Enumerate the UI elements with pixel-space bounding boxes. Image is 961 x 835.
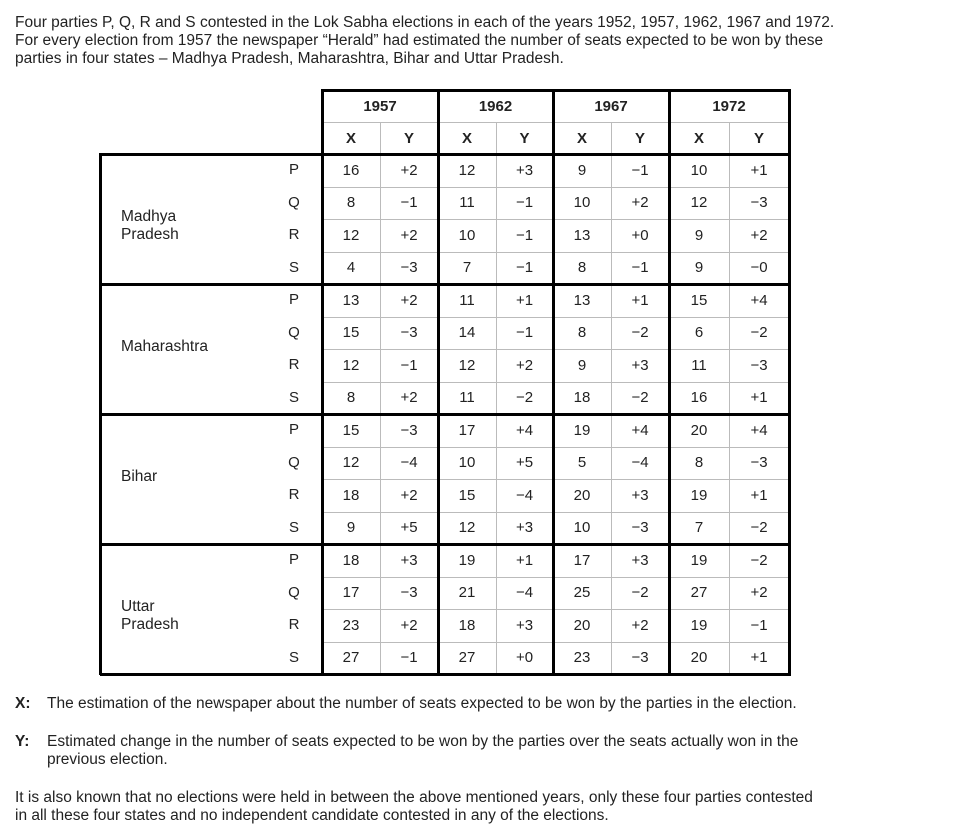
intro-line: Four parties P, Q, R and S contested in the Lok Sabha elections in each of the years 1952, 1957, 1962, 1967 and 1972.: [15, 14, 835, 31]
y-value-cell: +2: [750, 226, 768, 244]
table-border: [100, 153, 791, 156]
x-value-cell: 11: [459, 389, 475, 407]
x-value-cell: 15: [458, 486, 476, 504]
grid-line: [322, 512, 789, 513]
grid-line: [322, 187, 789, 188]
table-border: [321, 89, 324, 675]
x-value-cell: 11: [691, 356, 707, 374]
y-value-cell: +2: [400, 616, 418, 634]
party-label: S: [288, 388, 299, 406]
x-value-cell: 13: [573, 291, 591, 309]
y-value-cell: −3: [400, 259, 418, 277]
x-value-cell: 6: [694, 324, 704, 342]
party-label: Q: [288, 453, 300, 471]
x-value-cell: 10: [573, 194, 591, 212]
y-value-cell: −1: [515, 259, 534, 277]
y-value-cell: +2: [750, 584, 768, 602]
x-value-cell: 27: [690, 584, 708, 602]
x-value-cell: 13: [342, 291, 360, 309]
y-column-header: Y: [403, 129, 414, 147]
note-x-key: X:: [15, 695, 31, 712]
grid-line: [322, 349, 789, 350]
party-label: Q: [288, 193, 300, 211]
y-value-cell: −1: [400, 649, 418, 667]
y-value-cell: +3: [400, 551, 418, 569]
grid-line: [322, 609, 789, 610]
x-value-cell: 12: [342, 356, 360, 374]
x-column-header: X: [693, 129, 704, 147]
y-value-cell: −3: [631, 519, 649, 537]
y-value-cell: −2: [631, 584, 649, 602]
grid-line: [322, 479, 789, 480]
y-value-cell: +4: [515, 421, 534, 439]
x-value-cell: 15: [342, 421, 360, 439]
y-value-cell: −1: [400, 356, 418, 374]
x-value-cell: 16: [690, 389, 708, 407]
party-label: Q: [288, 583, 300, 601]
party-label: P: [288, 421, 299, 438]
intro-line: parties in four states – Madhya Pradesh, Maharashtra, Bihar and Uttar Pradesh.: [15, 50, 564, 67]
x-value-cell: 15: [342, 324, 360, 342]
x-column-header: X: [345, 129, 356, 147]
y-value-cell: −1: [515, 324, 534, 342]
y-value-cell: −3: [400, 421, 418, 439]
y-value-cell: −2: [750, 551, 768, 569]
y-value-cell: −1: [515, 226, 534, 244]
table-border: [100, 543, 791, 546]
x-value-cell: 18: [342, 551, 360, 569]
y-value-cell: −2: [750, 519, 768, 537]
y-value-cell: +1: [750, 486, 768, 504]
y-value-cell: +3: [631, 356, 649, 374]
y-column-header: Y: [753, 129, 764, 147]
note-y-key: Y:: [15, 733, 30, 750]
y-value-cell: +5: [400, 519, 418, 537]
grid-line: [380, 122, 381, 674]
y-value-cell: −3: [400, 324, 418, 342]
y-value-cell: −1: [750, 616, 768, 634]
x-value-cell: 20: [573, 486, 591, 504]
x-value-cell: 10: [458, 454, 476, 472]
note-y-text: [47, 733, 877, 769]
grid-line: [322, 642, 789, 643]
y-value-cell: +3: [631, 486, 649, 504]
x-value-cell: 27: [458, 649, 476, 667]
table-border: [552, 89, 555, 675]
grid-line: [496, 122, 497, 674]
y-value-cell: +3: [515, 616, 534, 634]
x-value-cell: 8: [577, 259, 587, 277]
table-border: [668, 89, 671, 675]
x-value-cell: 19: [458, 551, 476, 569]
grid-line: [322, 219, 789, 220]
x-value-cell: 17: [573, 551, 591, 569]
grid-line: [729, 122, 730, 674]
year-header: 1957: [363, 97, 397, 115]
x-value-cell: 16: [342, 161, 360, 179]
x-value-cell: 11: [459, 291, 475, 309]
x-value-cell: 12: [342, 226, 360, 244]
x-value-cell: 12: [342, 454, 360, 472]
x-value-cell: 7: [462, 259, 472, 277]
x-value-cell: 8: [346, 194, 356, 212]
y-value-cell: −3: [750, 356, 768, 374]
x-value-cell: 18: [458, 616, 476, 634]
x-value-cell: 17: [458, 421, 476, 439]
grid-line: [322, 447, 789, 448]
state-name: Bihar: [121, 468, 158, 485]
final-paragraph: [15, 789, 895, 825]
y-value-cell: −4: [400, 454, 418, 472]
x-value-cell: 9: [694, 259, 704, 277]
x-value-cell: 7: [694, 519, 704, 537]
party-label: R: [288, 356, 300, 373]
x-value-cell: 14: [458, 324, 476, 342]
y-value-cell: +2: [631, 616, 649, 634]
x-value-cell: 15: [690, 291, 708, 309]
x-value-cell: 20: [573, 616, 591, 634]
y-value-cell: −2: [631, 389, 649, 407]
grid-line: [322, 317, 789, 318]
x-value-cell: 11: [459, 194, 475, 212]
state-name: Maharashtra: [121, 338, 209, 355]
party-label: P: [288, 551, 299, 568]
y-value-cell: −1: [631, 161, 649, 179]
y-value-cell: +0: [631, 226, 649, 244]
grid-line: [611, 122, 612, 674]
x-value-cell: 12: [458, 356, 476, 374]
y-column-header: Y: [634, 129, 645, 147]
y-column-header: Y: [519, 129, 530, 147]
party-label: R: [288, 486, 300, 503]
y-value-cell: +0: [515, 649, 534, 667]
x-value-cell: 27: [342, 649, 360, 667]
table-border: [788, 89, 791, 675]
table-border: [322, 89, 791, 92]
party-label: P: [288, 291, 299, 308]
note-x: [15, 695, 797, 713]
y-value-cell: +3: [515, 519, 534, 537]
x-column-header: X: [461, 129, 472, 147]
y-value-cell: +1: [750, 161, 768, 179]
y-value-cell: +1: [631, 291, 649, 309]
y-value-cell: +1: [515, 551, 534, 569]
x-value-cell: 19: [690, 616, 708, 634]
table-border: [100, 413, 791, 416]
y-value-cell: −4: [515, 486, 534, 504]
x-value-cell: 12: [458, 161, 476, 179]
state-name: Madhya Pradesh: [121, 208, 179, 243]
y-value-cell: +2: [400, 226, 418, 244]
table-border: [99, 153, 102, 675]
y-value-cell: −3: [400, 584, 418, 602]
x-value-cell: 9: [577, 356, 587, 374]
y-value-cell: +2: [515, 356, 534, 374]
grid-line: [322, 122, 789, 123]
year-header: 1972: [712, 97, 746, 115]
table-border: [437, 89, 440, 675]
table-border: [100, 283, 791, 286]
x-value-cell: 10: [573, 519, 591, 537]
table-border: [100, 673, 791, 676]
y-value-cell: +4: [750, 291, 768, 309]
party-label: Q: [288, 323, 300, 341]
x-value-cell: 12: [458, 519, 476, 537]
y-value-cell: +4: [750, 421, 768, 439]
x-value-cell: 10: [690, 161, 708, 179]
state-name: Uttar Pradesh: [121, 598, 179, 633]
note-y-text-line: Estimated change in the number of seats expected to be won by the parties over the seats actually won in the: [47, 733, 799, 750]
x-value-cell: 8: [346, 389, 356, 407]
grid-line: [322, 382, 789, 383]
x-value-cell: 8: [694, 454, 704, 472]
x-value-cell: 19: [690, 486, 708, 504]
x-value-cell: 18: [573, 389, 591, 407]
party-label: S: [288, 518, 299, 536]
y-value-cell: +1: [750, 389, 768, 407]
x-value-cell: 20: [690, 421, 708, 439]
y-value-cell: +1: [515, 291, 534, 309]
x-value-cell: 18: [342, 486, 360, 504]
y-value-cell: +1: [750, 649, 768, 667]
y-value-cell: −1: [400, 194, 418, 212]
x-value-cell: 10: [458, 226, 476, 244]
x-value-cell: 21: [458, 584, 476, 602]
party-label: S: [288, 648, 299, 666]
y-value-cell: +4: [631, 421, 649, 439]
y-value-cell: −2: [515, 389, 534, 407]
y-value-cell: +2: [400, 161, 418, 179]
x-value-cell: 9: [694, 226, 704, 244]
x-value-cell: 17: [342, 584, 360, 602]
y-value-cell: −3: [750, 454, 768, 472]
y-value-cell: −2: [631, 324, 649, 342]
note-x-text: The estimation of the newspaper about the number of seats expected to be won by the parties in the election.: [47, 695, 797, 712]
note-y: [15, 733, 895, 769]
y-value-cell: −0: [750, 259, 768, 277]
x-value-cell: 9: [346, 519, 356, 537]
x-value-cell: 19: [690, 551, 708, 569]
final-line: in all these four states and no independent candidate contested in any of the elections.: [15, 807, 609, 824]
x-column-header: X: [576, 129, 587, 147]
party-label: R: [288, 226, 300, 243]
party-label: P: [288, 161, 299, 178]
final-line: It is also known that no elections were held in between the above mentioned years, only these four parties contested: [15, 789, 813, 806]
x-value-cell: 13: [573, 226, 591, 244]
y-value-cell: +2: [400, 486, 418, 504]
x-value-cell: 23: [342, 616, 360, 634]
note-y-text-line: previous election.: [47, 751, 168, 768]
x-value-cell: 23: [573, 649, 591, 667]
grid-line: [322, 252, 789, 253]
x-value-cell: 12: [690, 194, 708, 212]
y-value-cell: −3: [750, 194, 768, 212]
y-value-cell: +2: [631, 194, 649, 212]
y-value-cell: −1: [515, 194, 534, 212]
x-value-cell: 9: [577, 161, 587, 179]
x-value-cell: 8: [577, 324, 587, 342]
intro-line: For every election from 1957 the newspaper “Herald” had estimated the number of seats expected to be won by these: [15, 32, 824, 49]
y-value-cell: −4: [631, 454, 649, 472]
y-value-cell: −3: [631, 649, 649, 667]
y-value-cell: +3: [631, 551, 649, 569]
y-value-cell: −2: [750, 324, 768, 342]
year-header: 1962: [478, 97, 513, 115]
grid-line: [322, 577, 789, 578]
y-value-cell: +2: [400, 389, 418, 407]
x-value-cell: 19: [573, 421, 591, 439]
party-label: R: [288, 616, 300, 633]
y-value-cell: +2: [400, 291, 418, 309]
intro-paragraph: [15, 14, 915, 68]
x-value-cell: 4: [346, 259, 356, 277]
y-value-cell: +5: [515, 454, 534, 472]
year-header: 1967: [594, 97, 628, 115]
x-value-cell: 25: [573, 584, 591, 602]
y-value-cell: −1: [631, 259, 649, 277]
y-value-cell: +3: [515, 161, 534, 179]
x-value-cell: 20: [690, 649, 708, 667]
party-label: S: [288, 258, 299, 276]
y-value-cell: −4: [515, 584, 534, 602]
x-value-cell: 5: [577, 454, 587, 472]
